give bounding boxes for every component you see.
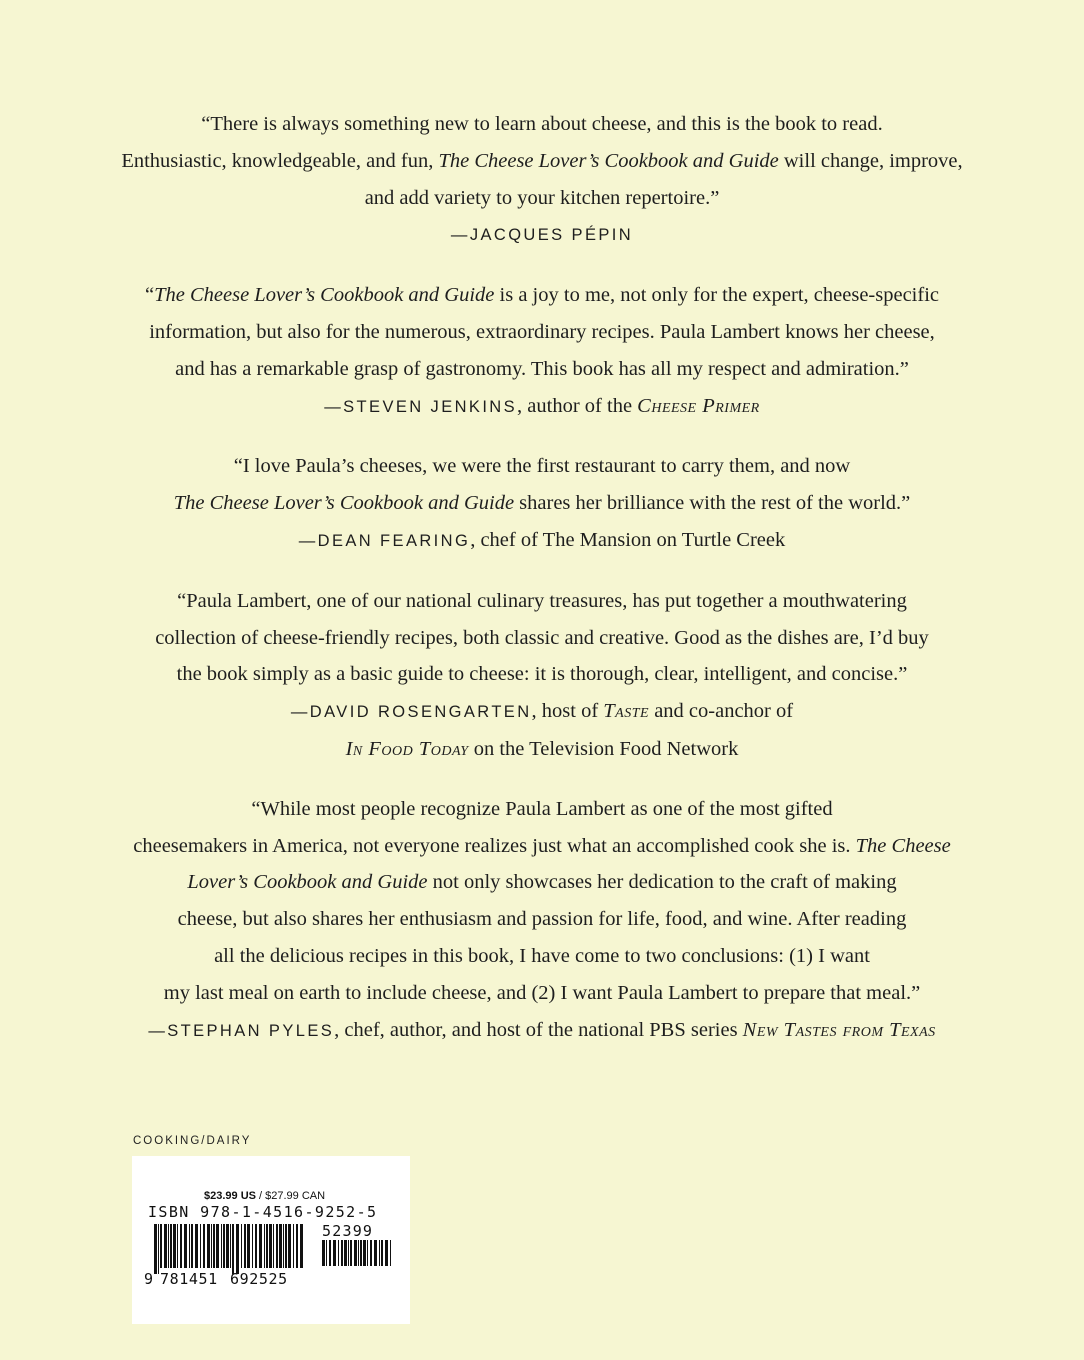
book-title: The Cheese Lover’s Cookbook and Guide <box>173 492 515 515</box>
price-us: $23.99 US <box>204 1190 256 1202</box>
barcode-bar <box>379 1240 380 1266</box>
barcode-bar <box>288 1224 291 1268</box>
barcode-bar <box>154 1224 157 1274</box>
blurb <box>0 583 1084 768</box>
barcode-bar <box>370 1240 372 1266</box>
barcode-bar <box>381 1240 383 1266</box>
barcode-label <box>132 1156 410 1324</box>
barcode-bar <box>358 1240 359 1266</box>
attribution-line <box>0 731 1084 768</box>
barcode-bar <box>390 1240 391 1266</box>
barcode-bar <box>283 1224 284 1268</box>
text-run: not only showcases her dedication to the craft of making <box>427 871 897 894</box>
quote-line <box>0 143 1084 180</box>
text-run: shares her brilliance with the rest of the world.” <box>514 492 911 515</box>
barcode-bar <box>195 1224 198 1268</box>
barcode-bar <box>223 1224 225 1268</box>
barcode-bar <box>184 1224 187 1268</box>
barcode-extension-digits: 52399 <box>322 1222 374 1240</box>
barcode-bar <box>279 1224 282 1268</box>
work-title: Taste <box>603 700 650 723</box>
barcode-bar <box>285 1224 287 1268</box>
blurb <box>0 448 1084 559</box>
isbn-text: ISBN 978-1-4516-9252-5 <box>148 1203 378 1221</box>
work-title: Cheese Primer <box>637 394 760 417</box>
barcode-bar <box>200 1224 201 1268</box>
work-title: In Food Today <box>345 737 469 760</box>
barcode-bar <box>236 1224 239 1274</box>
attribution-name: —DAVID ROSENGARTEN <box>290 703 532 722</box>
text-run: is a joy to me, not only for the expert, cheese-specific <box>494 284 939 307</box>
quote-line: and has a remarkable grasp of gastronomy. This book has all my respect and admiration.” <box>175 357 909 380</box>
barcode-bar <box>207 1224 210 1268</box>
quote-line: “Paula Lambert, one of our national culinary treasures, has put together a mouthwatering <box>177 589 907 612</box>
book-title: Lover’s Cookbook and Guide <box>187 871 428 894</box>
barcode-bar <box>247 1224 250 1268</box>
attribution-line <box>0 216 1084 254</box>
work-title: New Tastes from Texas <box>742 1018 936 1041</box>
barcode-bar <box>385 1240 388 1266</box>
quote-line: “I love Paula’s cheeses, we were the first restaurant to carry them, and now <box>233 455 851 478</box>
barcode-bar <box>232 1224 234 1274</box>
attribution-line <box>0 522 1084 560</box>
barcode-main-bars <box>154 1224 304 1274</box>
blurb <box>0 791 1084 1050</box>
barcode-bar <box>326 1240 327 1266</box>
barcode-bar <box>230 1224 231 1268</box>
barcode-bar <box>221 1224 222 1268</box>
text-run: , chef of The Mansion on Turtle Creek <box>470 528 786 551</box>
barcode-bar <box>269 1224 272 1268</box>
text-run: Enthusiastic, knowledgeable, and fun, <box>121 149 439 172</box>
quote-line <box>0 864 1084 901</box>
barcode-bar <box>333 1240 336 1266</box>
text-run: on the Television Food Network <box>468 737 739 760</box>
barcode-bar <box>213 1224 215 1268</box>
category-label: COOKING/DAIRY <box>133 1135 252 1147</box>
quote-line: all the delicious recipes in this book, I have come to two conclusions: (1) I want <box>214 944 870 967</box>
quote-line: cheese, but also shares her enthusiasm and passion for life, food, and wine. After reading <box>177 908 907 931</box>
quote-line: and add variety to your kitchen repertoire.” <box>364 186 720 209</box>
text-run: , chef, author, and host of the national PBS series <box>334 1018 743 1041</box>
barcode-bar <box>350 1240 352 1266</box>
barcode-bar <box>338 1240 339 1266</box>
text-run: cheesemakers in America, not everyone realizes just what an accomplished cook she is. <box>133 834 856 857</box>
quote-line <box>0 485 1084 522</box>
barcode-bar <box>296 1224 298 1268</box>
barcode-bar <box>170 1224 172 1268</box>
text-run: , host of <box>531 700 604 723</box>
book-title: The Cheese Lover’s Cookbook and Guide <box>154 284 495 307</box>
barcode-bar <box>266 1224 268 1268</box>
barcode-bar <box>173 1224 176 1268</box>
barcode-bar <box>374 1240 377 1266</box>
blurbs-container <box>0 106 1084 1072</box>
barcode-bar <box>158 1224 159 1274</box>
barcode-bar <box>244 1224 246 1268</box>
barcode-bar <box>255 1224 257 1268</box>
barcode-extension-bars <box>322 1240 394 1272</box>
text-run: “ <box>145 284 155 307</box>
quote-line: information, but also for the numerous, extraordinary recipes. Paula Lambert knows her cheese, <box>149 320 935 343</box>
quote-line: “While most people recognize Paula Lambert as one of the most gifted <box>251 797 833 820</box>
barcode-bar <box>241 1224 242 1268</box>
barcode-human-readable <box>144 1270 294 1288</box>
barcode-bar <box>259 1224 262 1268</box>
quote-line: my last meal on earth to include cheese, and (2) I want Paula Lambert to prepare that meal.” <box>163 981 921 1004</box>
barcode-bar <box>160 1224 162 1268</box>
text-run: , author of the <box>517 394 638 417</box>
barcode-bar <box>264 1224 265 1268</box>
barcode-bar <box>360 1240 362 1266</box>
barcode-bar <box>329 1240 331 1266</box>
book-title: The Cheese Lover’s Cookbook and Guide <box>438 149 779 172</box>
barcode-digit-first: 9 <box>144 1270 154 1288</box>
barcode-bar <box>344 1240 347 1266</box>
text-run: will change, improve, <box>778 149 963 172</box>
blurb <box>0 277 1084 425</box>
barcode-bar <box>226 1224 229 1268</box>
attribution-line <box>0 1012 1084 1050</box>
barcode-bar <box>273 1224 274 1268</box>
barcode-digits-right: 692525 <box>230 1270 288 1288</box>
barcode-bar <box>203 1224 205 1268</box>
text-run: and co-anchor of <box>649 700 794 723</box>
quote-line: the book simply as a basic guide to cheese: it is thorough, clear, intelligent, and concise.” <box>176 663 908 686</box>
barcode-bar <box>354 1240 357 1266</box>
barcode-bar <box>211 1224 212 1268</box>
quote-line <box>0 828 1084 865</box>
barcode-bar <box>191 1224 193 1268</box>
barcode-bar <box>363 1240 366 1266</box>
barcode-bar <box>348 1240 349 1266</box>
quote-line: “There is always something new to learn about cheese, and this is the book to read. <box>201 113 883 135</box>
barcode-bar <box>276 1224 278 1268</box>
attribution-name: —STEVEN JENKINS <box>324 397 518 416</box>
barcode-bar <box>189 1224 190 1268</box>
barcode-bar <box>168 1224 169 1268</box>
barcode-bar <box>300 1224 303 1268</box>
barcode-bar <box>322 1240 325 1266</box>
barcode-bar <box>164 1224 167 1268</box>
barcode-bar <box>252 1224 253 1268</box>
attribution-name: —STEPHAN PYLES <box>148 1021 335 1040</box>
book-title: The Cheese <box>855 834 951 857</box>
attribution-name: —DEAN FEARING <box>298 531 471 550</box>
attribution-line <box>0 693 1084 731</box>
barcode-bar <box>293 1224 294 1268</box>
price-text <box>204 1190 325 1202</box>
attribution-name: —JACQUES PÉPIN <box>450 226 634 245</box>
price-can: / $27.99 CAN <box>255 1190 326 1202</box>
quote-line: collection of cheese-friendly recipes, both classic and creative. Good as the dishes are, I’d buy <box>155 626 929 649</box>
blurb <box>0 106 1084 254</box>
barcode-bar <box>177 1224 178 1268</box>
barcode-digits-left: 781451 <box>160 1270 218 1288</box>
barcode-bar <box>367 1240 368 1266</box>
barcode-bar <box>180 1224 182 1268</box>
barcode-bar <box>216 1224 219 1268</box>
barcode-bar <box>341 1240 343 1266</box>
quote-line <box>0 277 1084 314</box>
attribution-line <box>0 388 1084 426</box>
